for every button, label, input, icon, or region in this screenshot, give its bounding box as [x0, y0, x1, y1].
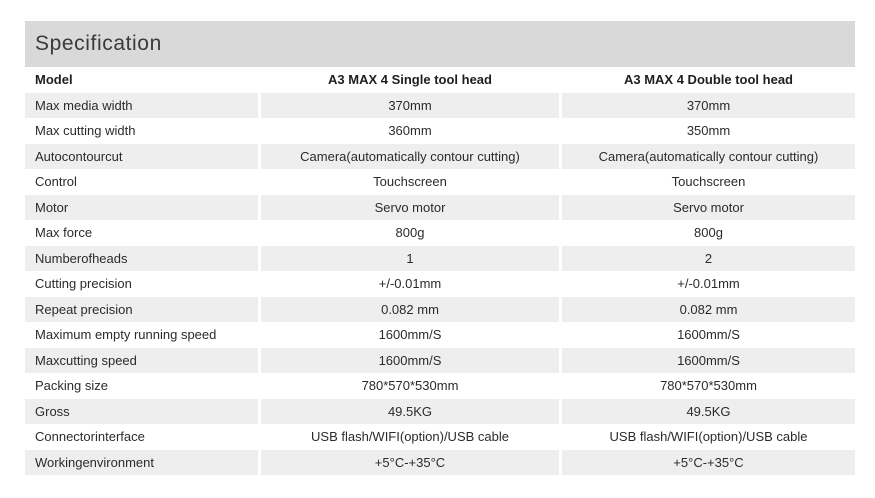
double-head-value-cell: 780*570*530mm — [559, 373, 855, 399]
page-title: Specification — [35, 32, 162, 55]
single-head-value-cell: 1600mm/S — [258, 322, 559, 348]
double-head-value-cell: Servo motor — [559, 195, 855, 221]
single-head-value-cell: 0.082 mm — [258, 297, 559, 323]
double-head-value-cell: Touchscreen — [559, 169, 855, 195]
spec-label-cell: Gross — [25, 399, 258, 425]
table-row — [25, 322, 855, 348]
table-row — [25, 348, 855, 374]
spec-label-cell: Connectorinterface — [25, 424, 258, 450]
spec-label-cell: Cutting precision — [25, 271, 258, 297]
table-row — [25, 373, 855, 399]
double-head-value-cell: 0.082 mm — [559, 297, 855, 323]
spec-label-cell: Control — [25, 169, 258, 195]
double-head-value-cell: +5°C-+35°C — [559, 450, 855, 476]
single-head-value-cell: Servo motor — [258, 195, 559, 221]
single-head-value-cell: 49.5KG — [258, 399, 559, 425]
double-head-value-cell: 800g — [559, 220, 855, 246]
single-head-value-cell: Camera(automatically contour cutting) — [258, 144, 559, 170]
single-head-value-cell: 360mm — [258, 118, 559, 144]
single-head-value-cell: 370mm — [258, 93, 559, 119]
header-cell-model: Model — [25, 67, 258, 93]
spec-label-cell: Numberofheads — [25, 246, 258, 272]
spec-label-cell: Packing size — [25, 373, 258, 399]
double-head-value-cell: +/-0.01mm — [559, 271, 855, 297]
table-row — [25, 220, 855, 246]
single-head-value-cell: 1 — [258, 246, 559, 272]
double-head-value-cell: USB flash/WIFI(option)/USB cable — [559, 424, 855, 450]
table-row — [25, 118, 855, 144]
single-head-value-cell: 800g — [258, 220, 559, 246]
spec-label-cell: Workingenvironment — [25, 450, 258, 476]
single-head-value-cell: Touchscreen — [258, 169, 559, 195]
spec-label-cell: Autocontourcut — [25, 144, 258, 170]
table-row — [25, 169, 855, 195]
double-head-value-cell: 49.5KG — [559, 399, 855, 425]
spec-label-cell: Max media width — [25, 93, 258, 119]
single-head-value-cell: 1600mm/S — [258, 348, 559, 374]
spec-label-cell: Max force — [25, 220, 258, 246]
table-row — [25, 144, 855, 170]
table-row — [25, 93, 855, 119]
single-head-value-cell: USB flash/WIFI(option)/USB cable — [258, 424, 559, 450]
header-cell-double: A3 MAX 4 Double tool head — [559, 67, 855, 93]
single-head-value-cell: +/-0.01mm — [258, 271, 559, 297]
table-row — [25, 399, 855, 425]
specification-panel — [25, 21, 855, 475]
spec-label-cell: Maxcutting speed — [25, 348, 258, 374]
single-head-value-cell: +5°C-+35°C — [258, 450, 559, 476]
table-row — [25, 195, 855, 221]
title-bar — [25, 21, 855, 67]
table-header-row — [25, 67, 855, 93]
spec-label-cell: Repeat precision — [25, 297, 258, 323]
double-head-value-cell: 1600mm/S — [559, 348, 855, 374]
single-head-value-cell: 780*570*530mm — [258, 373, 559, 399]
double-head-value-cell: 370mm — [559, 93, 855, 119]
table-row — [25, 424, 855, 450]
spec-label-cell: Maximum empty running speed — [25, 322, 258, 348]
header-cell-single: A3 MAX 4 Single tool head — [258, 67, 559, 93]
table-row — [25, 297, 855, 323]
spec-table — [25, 67, 855, 475]
table-row — [25, 450, 855, 476]
spec-label-cell: Max cutting width — [25, 118, 258, 144]
double-head-value-cell: Camera(automatically contour cutting) — [559, 144, 855, 170]
spec-label-cell: Motor — [25, 195, 258, 221]
double-head-value-cell: 2 — [559, 246, 855, 272]
double-head-value-cell: 1600mm/S — [559, 322, 855, 348]
table-row — [25, 246, 855, 272]
double-head-value-cell: 350mm — [559, 118, 855, 144]
table-row — [25, 271, 855, 297]
